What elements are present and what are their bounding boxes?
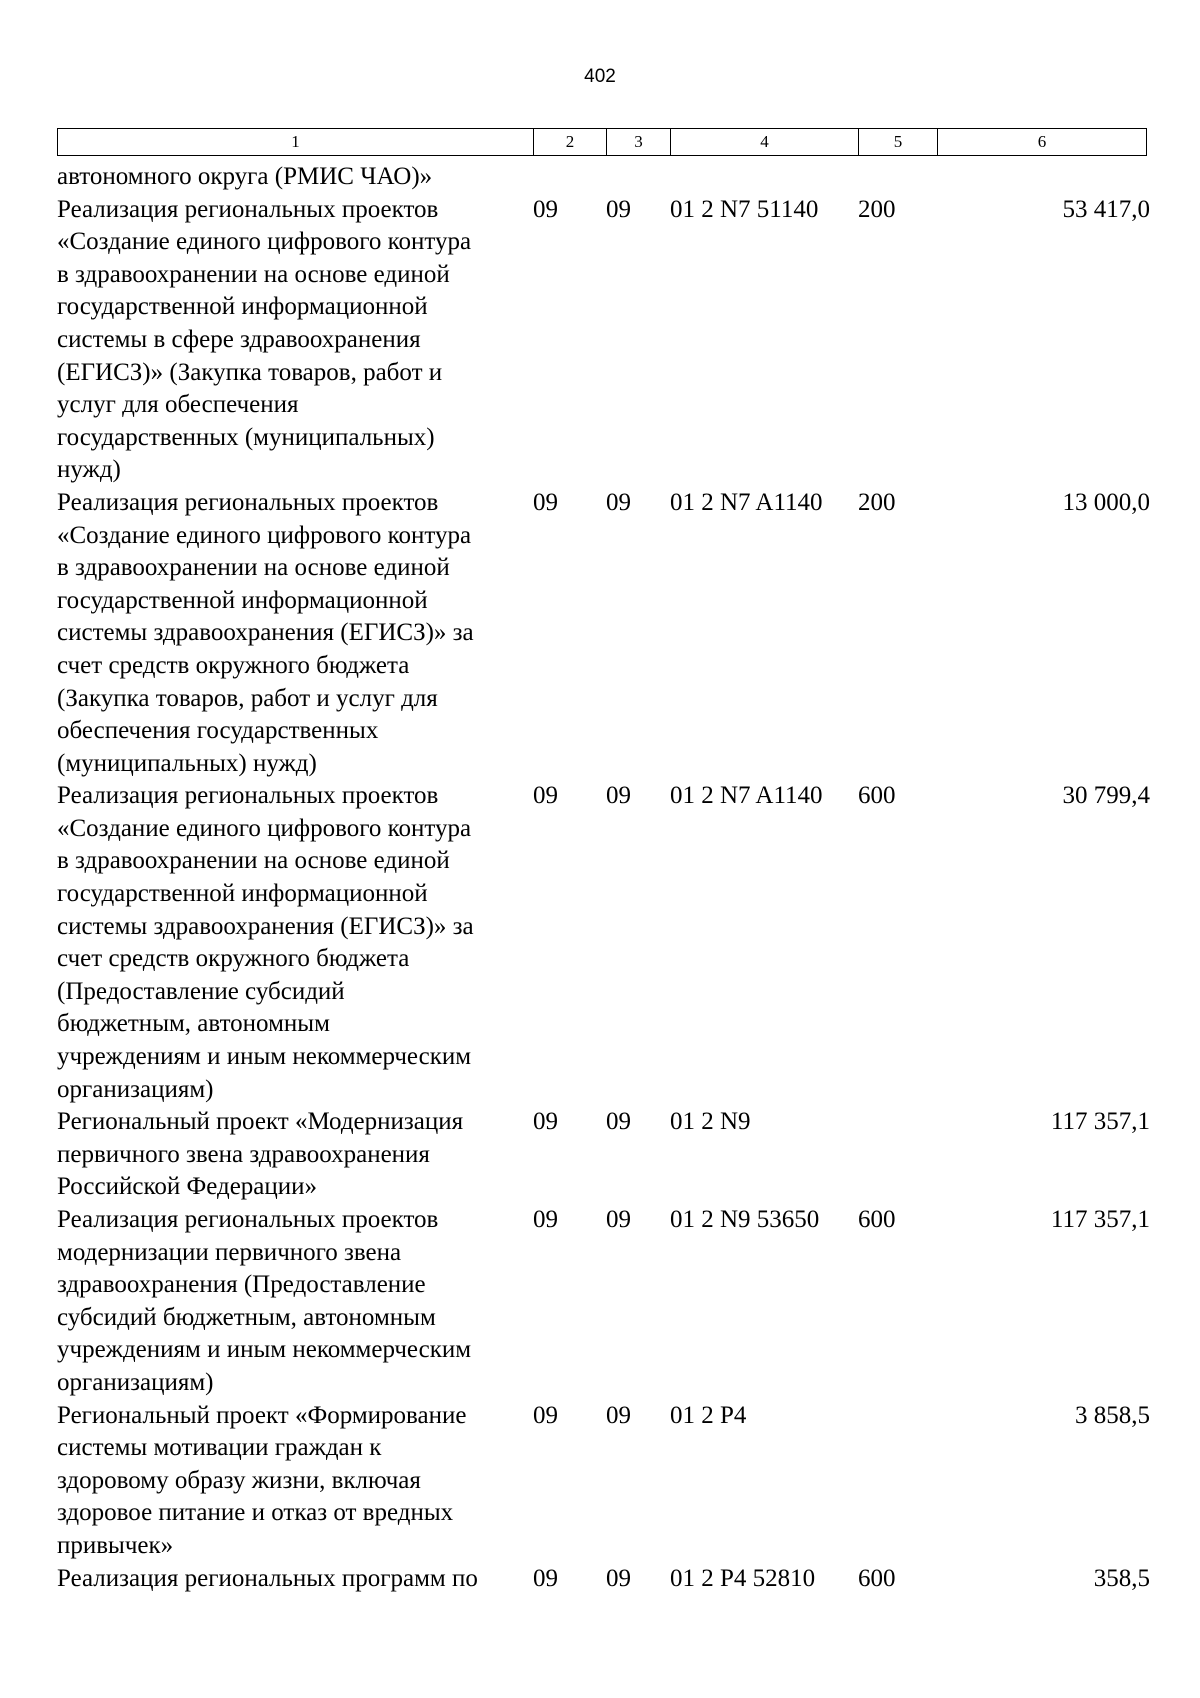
table-row	[57, 1563, 1152, 1596]
table-row	[57, 780, 1152, 1106]
row-target-cell: 01 2 N7 A1140	[670, 782, 823, 810]
row-code-cell: 09	[533, 488, 558, 516]
row-name-cell: Реализация региональных проектов «Создание единого цифрового контура в здравоохранении на основе единой государственной информационной системы здравоохранения (ЕГИСЗ)» за счет средств окружного бюджета (Закупка товаров, работ и услуг для обеспечения государственных (муниципальных) нужд)	[57, 488, 474, 777]
header-col-6: 6	[1037, 132, 1047, 151]
row-amount-cell	[937, 161, 1152, 194]
row-subcode-cell: 09	[606, 195, 631, 223]
row-name-cell: Реализация региональных программ по	[57, 1564, 478, 1592]
row-target-cell: 01 2 N7 A1140	[670, 488, 823, 516]
row-type-cell	[858, 1400, 937, 1563]
row-amount-cell: 358,5	[1093, 1564, 1150, 1592]
row-name-cell: Реализация региональных проектов модернизации первичного звена здравоохранения (Предоставление субсидий бюджетным, автономным учреждениям и иным некоммерческим организациям)	[57, 1206, 472, 1396]
table-header-row	[57, 128, 1147, 156]
table-body	[57, 161, 1152, 1595]
table-row	[57, 1204, 1152, 1400]
row-name-cell: Региональный проект «Формирование системы мотивации граждан к здоровому образу жизни, включая здоровое питание и отказ от вредных привычек»	[57, 1401, 467, 1559]
row-code-cell: 09	[533, 1564, 558, 1592]
row-name-cell: Реализация региональных проектов «Создание единого цифрового контура в здравоохранении на основе единой государственной информационной системы в сфере здравоохранения (ЕГИСЗ)» (Закупка товаров, работ и услуг для обеспечения государственных (муниципальных) нужд)	[57, 195, 472, 484]
row-type-cell: 200	[858, 488, 896, 516]
row-amount-cell: 13 000,0	[1062, 488, 1150, 516]
row-target-cell: 01 2 P4	[670, 1401, 747, 1429]
row-code-cell	[533, 161, 606, 194]
row-type-cell	[858, 1106, 937, 1204]
row-target-cell: 01 2 N9	[670, 1108, 751, 1136]
row-name-cell: Реализация региональных проектов «Создание единого цифрового контура в здравоохранении на основе единой государственной информационной системы здравоохранения (ЕГИСЗ)» за счет средств окружного бюджета (Предоставление субсидий бюджетным, автономным учреждениям и иным некоммерческим организациям)	[57, 782, 474, 1103]
row-type-cell: 600	[858, 782, 896, 810]
table-row	[57, 487, 1152, 780]
table-row	[57, 194, 1152, 487]
header-col-5: 5	[859, 129, 938, 155]
row-type-cell: 600	[858, 1206, 896, 1233]
header-col-2: 2	[534, 129, 607, 155]
row-subcode-cell: 09	[606, 1564, 631, 1592]
header-col-4: 4	[671, 129, 859, 155]
row-amount-cell: 30 799,4	[1062, 782, 1150, 810]
row-amount-cell: 117 357,1	[1050, 1108, 1150, 1136]
row-subcode-cell: 09	[606, 488, 631, 516]
row-subcode-cell: 09	[606, 1401, 631, 1429]
row-subcode-cell: 09	[606, 1206, 631, 1233]
row-name-cell: автономного округа (РМИС ЧАО)»	[57, 163, 433, 190]
row-subcode-cell: 09	[606, 1108, 631, 1136]
row-target-cell: 01 2 N7 51140	[670, 195, 819, 223]
row-code-cell: 09	[533, 1206, 558, 1233]
row-subcode-cell: 09	[606, 782, 631, 810]
row-target-cell: 01 2 N9 53650	[670, 1206, 820, 1233]
table-row	[57, 161, 1152, 194]
row-name-cell: Региональный проект «Модернизация первичного звена здравоохранения Российской Федерации»	[57, 1108, 464, 1201]
row-subcode-cell	[606, 161, 670, 194]
table-row	[57, 1400, 1152, 1563]
row-target-cell	[670, 161, 858, 194]
row-amount-cell: 3 858,5	[1075, 1401, 1150, 1429]
row-amount-cell: 117 357,1	[1050, 1206, 1150, 1233]
row-type-cell: 600	[858, 1564, 896, 1592]
row-type-cell	[858, 161, 937, 194]
table-row	[57, 1106, 1152, 1204]
page-number: 402	[584, 66, 616, 87]
header-col-3: 3	[607, 129, 671, 155]
row-code-cell: 09	[533, 1108, 558, 1136]
row-code-cell: 09	[533, 195, 558, 223]
row-type-cell: 200	[858, 195, 896, 223]
header-col-1: 1	[58, 129, 534, 155]
row-amount-cell: 53 417,0	[1062, 195, 1150, 223]
row-code-cell: 09	[533, 1401, 558, 1429]
row-target-cell: 01 2 P4 52810	[670, 1564, 816, 1592]
row-code-cell: 09	[533, 782, 558, 810]
